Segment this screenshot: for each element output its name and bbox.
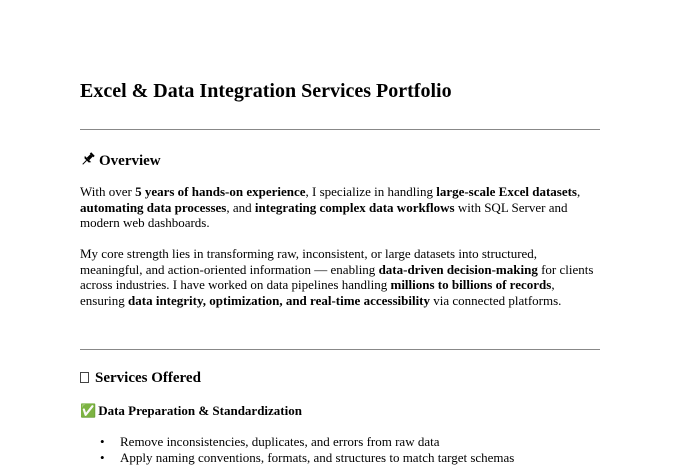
services-heading-text: Services Offered [95,370,201,386]
text-run: With over [80,184,136,199]
bold-text: integrating complex data workflows [254,199,455,215]
data-preparation-heading [80,403,302,419]
bold-text: large-scale Excel datasets [436,184,577,199]
bold-text: 5 years of hands-on experience [135,184,306,199]
missing-glyph-icon [80,372,89,383]
text-run: via connected platforms. [430,292,562,308]
bold-text: automating data processes [80,199,227,215]
data-preparation-list [80,434,600,466]
overview-heading [80,151,161,170]
text-run: , I specialize in handling [305,184,437,199]
divider [80,129,600,130]
bullet: • [100,434,105,449]
text-run: with SQL Server and modern web dashboards. [80,199,568,230]
pushpin-icon [80,151,96,167]
text-run: , ensuring [80,277,555,308]
list-item [80,434,600,450]
bold-text: millions to billions of records [390,277,552,292]
text-run: for clients across industries. I have worked on data pipelines handling [80,261,594,292]
services-heading [80,370,201,387]
bold-text: data integrity, optimization, and real-time accessibility [128,292,431,308]
overview-heading-text: Overview [99,153,161,169]
overview-paragraph-2 [80,246,600,308]
overview-paragraph-1 [80,184,600,231]
data-preparation-heading-text: Data Preparation & Standardization [98,403,302,418]
list-item [80,450,600,466]
divider [80,349,600,350]
text-run: , [577,184,581,199]
checkmark-icon: ✅ [80,404,97,419]
bold-text: data-driven decision-making [378,261,538,277]
text-run: My core strength lies in transforming raw, inconsistent, or large datasets into structured, meaningful, and action-oriented information — enabling [80,246,538,277]
document-title: Excel & Data Integration Services Portfolio [80,80,452,102]
bullet: • [100,450,105,465]
list-item-text: Remove inconsistencies, duplicates, and errors from raw data [120,434,440,449]
list-item-text: Apply naming conventions, formats, and structures to match target schemas [120,450,515,465]
text-run: , and [226,199,255,215]
